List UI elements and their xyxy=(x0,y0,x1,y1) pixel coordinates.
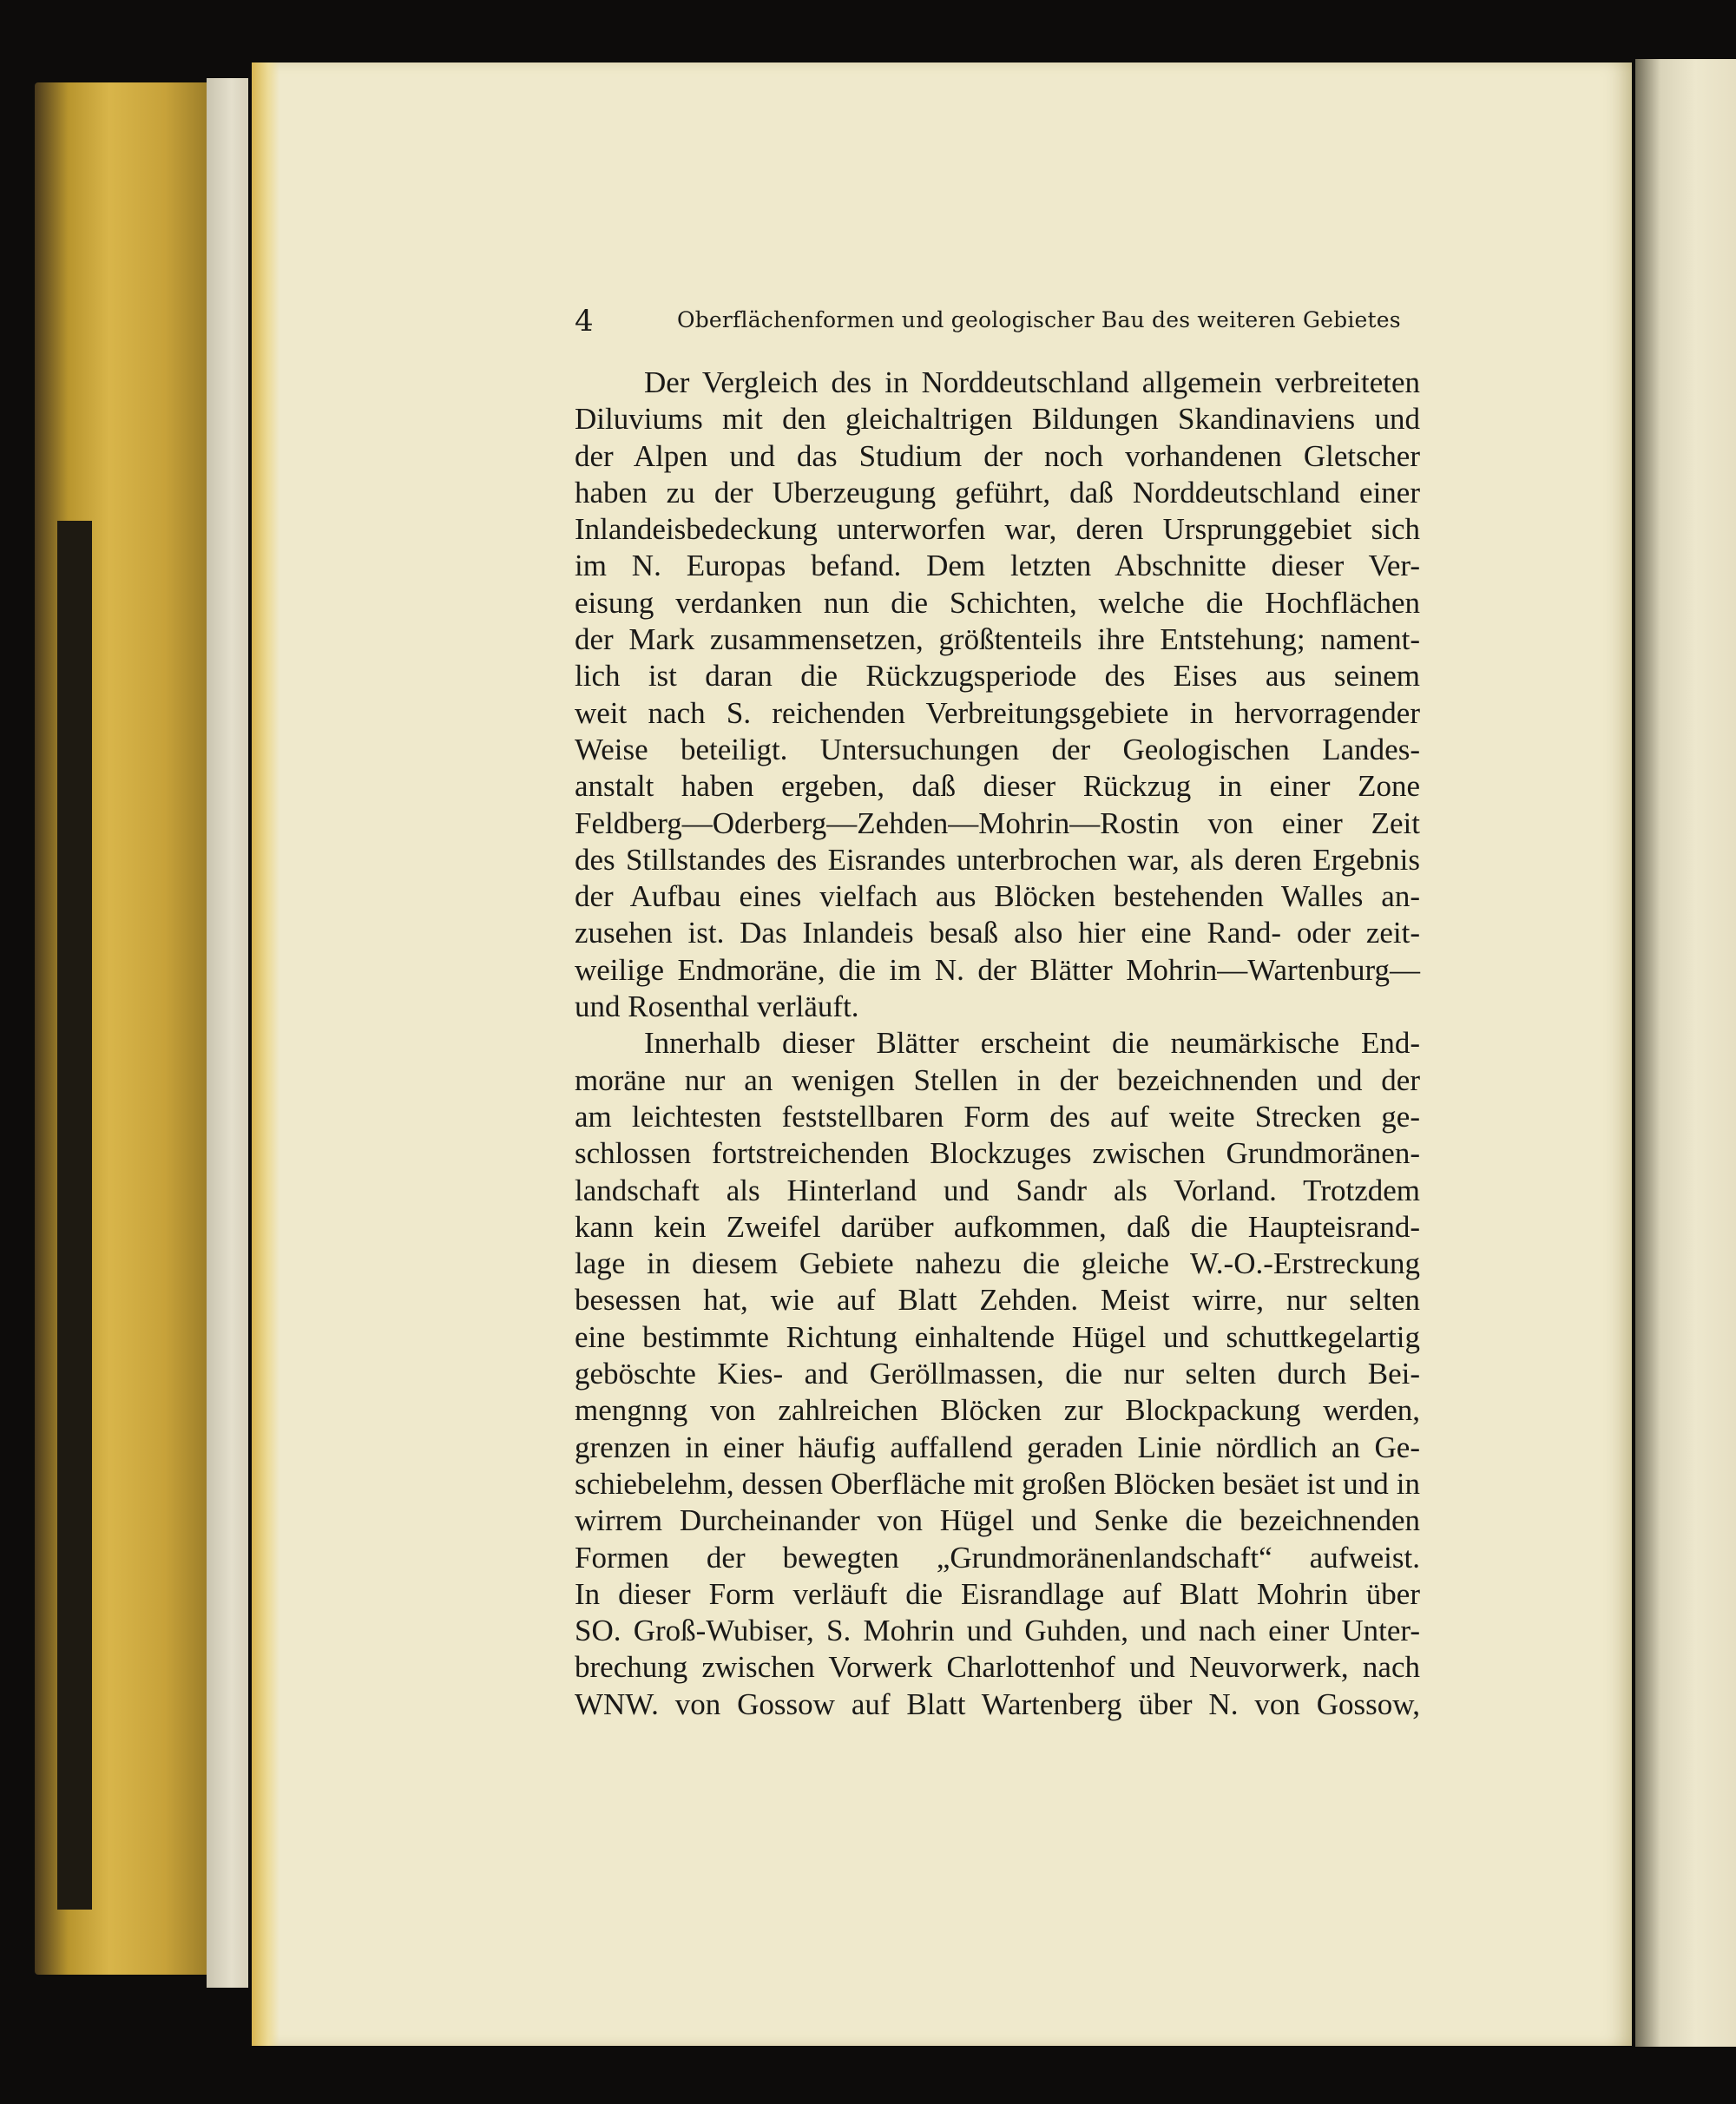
text-line: Der Vergleich des in Norddeutschland allgemein verbreiteten xyxy=(644,365,1420,399)
text-line: der Mark zusammensetzen, größtenteils ihre Entstehung; nament- xyxy=(575,622,1420,657)
facing-page-edge xyxy=(1635,59,1736,2047)
text-line: Feldberg—Oderberg—Zehden—Mohrin—Rostin von einer Zeit xyxy=(575,805,1420,840)
text-line: der Aufbau eines vielfach aus Blöcken bestehenden Walles an- xyxy=(575,879,1420,914)
text-line: geböschte Kies- and Geröllmassen, die nur selten durch Bei- xyxy=(575,1357,1420,1391)
text-line: SO. Groß-Wubiser, S. Mohrin und Guhden, und nach einer Unter- xyxy=(575,1614,1420,1648)
running-head xyxy=(575,304,1443,339)
text-line: weit nach S. reichenden Verbreitungsgebiete in hervorragender xyxy=(575,695,1420,730)
text-line: brechung zwischen Vorwerk Charlottenhof und Neuvorwerk, nach xyxy=(575,1650,1420,1685)
text-line: im N. Europas befand. Dem letzten Abschnitte dieser Ver- xyxy=(575,549,1420,583)
paragraph-1 xyxy=(575,365,1420,1025)
book-spine-fold xyxy=(207,78,248,1988)
text-line: schiebelehm, dessen Oberfläche mit großen Blöcken besäet ist und in xyxy=(575,1466,1420,1501)
header-title: Oberflächenformen und geologischer Bau des weiteren Gebietes xyxy=(677,307,1401,332)
body-text xyxy=(575,365,1420,1723)
text-line: weilige Endmoräne, die im N. der Blätter Mohrin—Wartenburg— xyxy=(575,952,1420,987)
text-line: moräne nur an wenigen Stellen in der bezeichnenden und der xyxy=(575,1062,1420,1097)
text-line: anstalt haben ergeben, daß dieser Rückzug in einer Zone xyxy=(575,769,1420,804)
paragraph-2 xyxy=(575,1025,1420,1723)
text-line: Innerhalb dieser Blätter erscheint die neumärkische End- xyxy=(644,1026,1420,1061)
page-gilt-edge xyxy=(252,62,279,2046)
text-line: eisung verdanken nun die Schichten, welche die Hochflächen xyxy=(575,585,1420,620)
text-line: eine bestimmte Richtung einhaltende Hügel und schuttkegelartig xyxy=(575,1319,1420,1354)
text-line: Weise beteiligt. Untersuchungen der Geologischen Landes- xyxy=(575,732,1420,766)
text-line: Diluviums mit den gleichaltrigen Bildungen Skandinaviens und xyxy=(575,402,1420,437)
text-line: haben zu der Uberzeugung geführt, daß Norddeutschland einer xyxy=(575,475,1420,510)
text-line: Inlandeisbedeckung unterworfen war, deren Ursprunggebiet sich xyxy=(575,512,1420,547)
text-line: besessen hat, wie auf Blatt Zehden. Meist wirre, nur selten xyxy=(575,1283,1420,1318)
text-line: wirrem Durcheinander von Hügel und Senke die bezeichnenden xyxy=(575,1503,1420,1538)
text-line: der Alpen und das Studium der noch vorhandenen Gletscher xyxy=(575,438,1420,473)
text-line: des Stillstandes des Eisrandes unterbrochen war, als deren Ergebnis xyxy=(575,842,1420,877)
book-left-shadow xyxy=(57,521,92,1910)
text-line: grenzen in einer häufig auffallend geraden Linie nördlich an Ge- xyxy=(575,1430,1420,1464)
text-line: WNW. von Gossow auf Blatt Wartenberg über N. von Gossow, xyxy=(575,1686,1420,1721)
text-line: lich ist daran die Rückzugsperiode des Eises aus seinem xyxy=(575,659,1420,694)
text-line: kann kein Zweifel darüber aufkommen, daß die Haupteisrand- xyxy=(575,1209,1420,1244)
text-line: schlossen fortstreichenden Blockzuges zwischen Grundmoränen- xyxy=(575,1136,1420,1171)
text-line: landschaft als Hinterland und Sandr als Vorland. Trotzdem xyxy=(575,1173,1420,1207)
text-line: und Rosenthal verläuft. xyxy=(575,990,859,1024)
text-line: Formen der bewegten „Grundmoränenlandschaft“ aufweist. xyxy=(575,1540,1420,1575)
text-line: am leichtesten feststellbaren Form des auf weite Strecken ge- xyxy=(575,1099,1420,1134)
text-line: lage in diesem Gebiete nahezu die gleiche W.-O.-Erstreckung xyxy=(575,1246,1420,1281)
text-line: mengnng von zahlreichen Blöcken zur Blockpackung werden, xyxy=(575,1393,1420,1428)
text-line: In dieser Form verläuft die Eisrandlage auf Blatt Mohrin über xyxy=(575,1576,1420,1611)
page-number: 4 xyxy=(575,304,594,339)
text-line: zusehen ist. Das Inlandeis besaß also hier eine Rand- oder zeit- xyxy=(575,916,1420,950)
